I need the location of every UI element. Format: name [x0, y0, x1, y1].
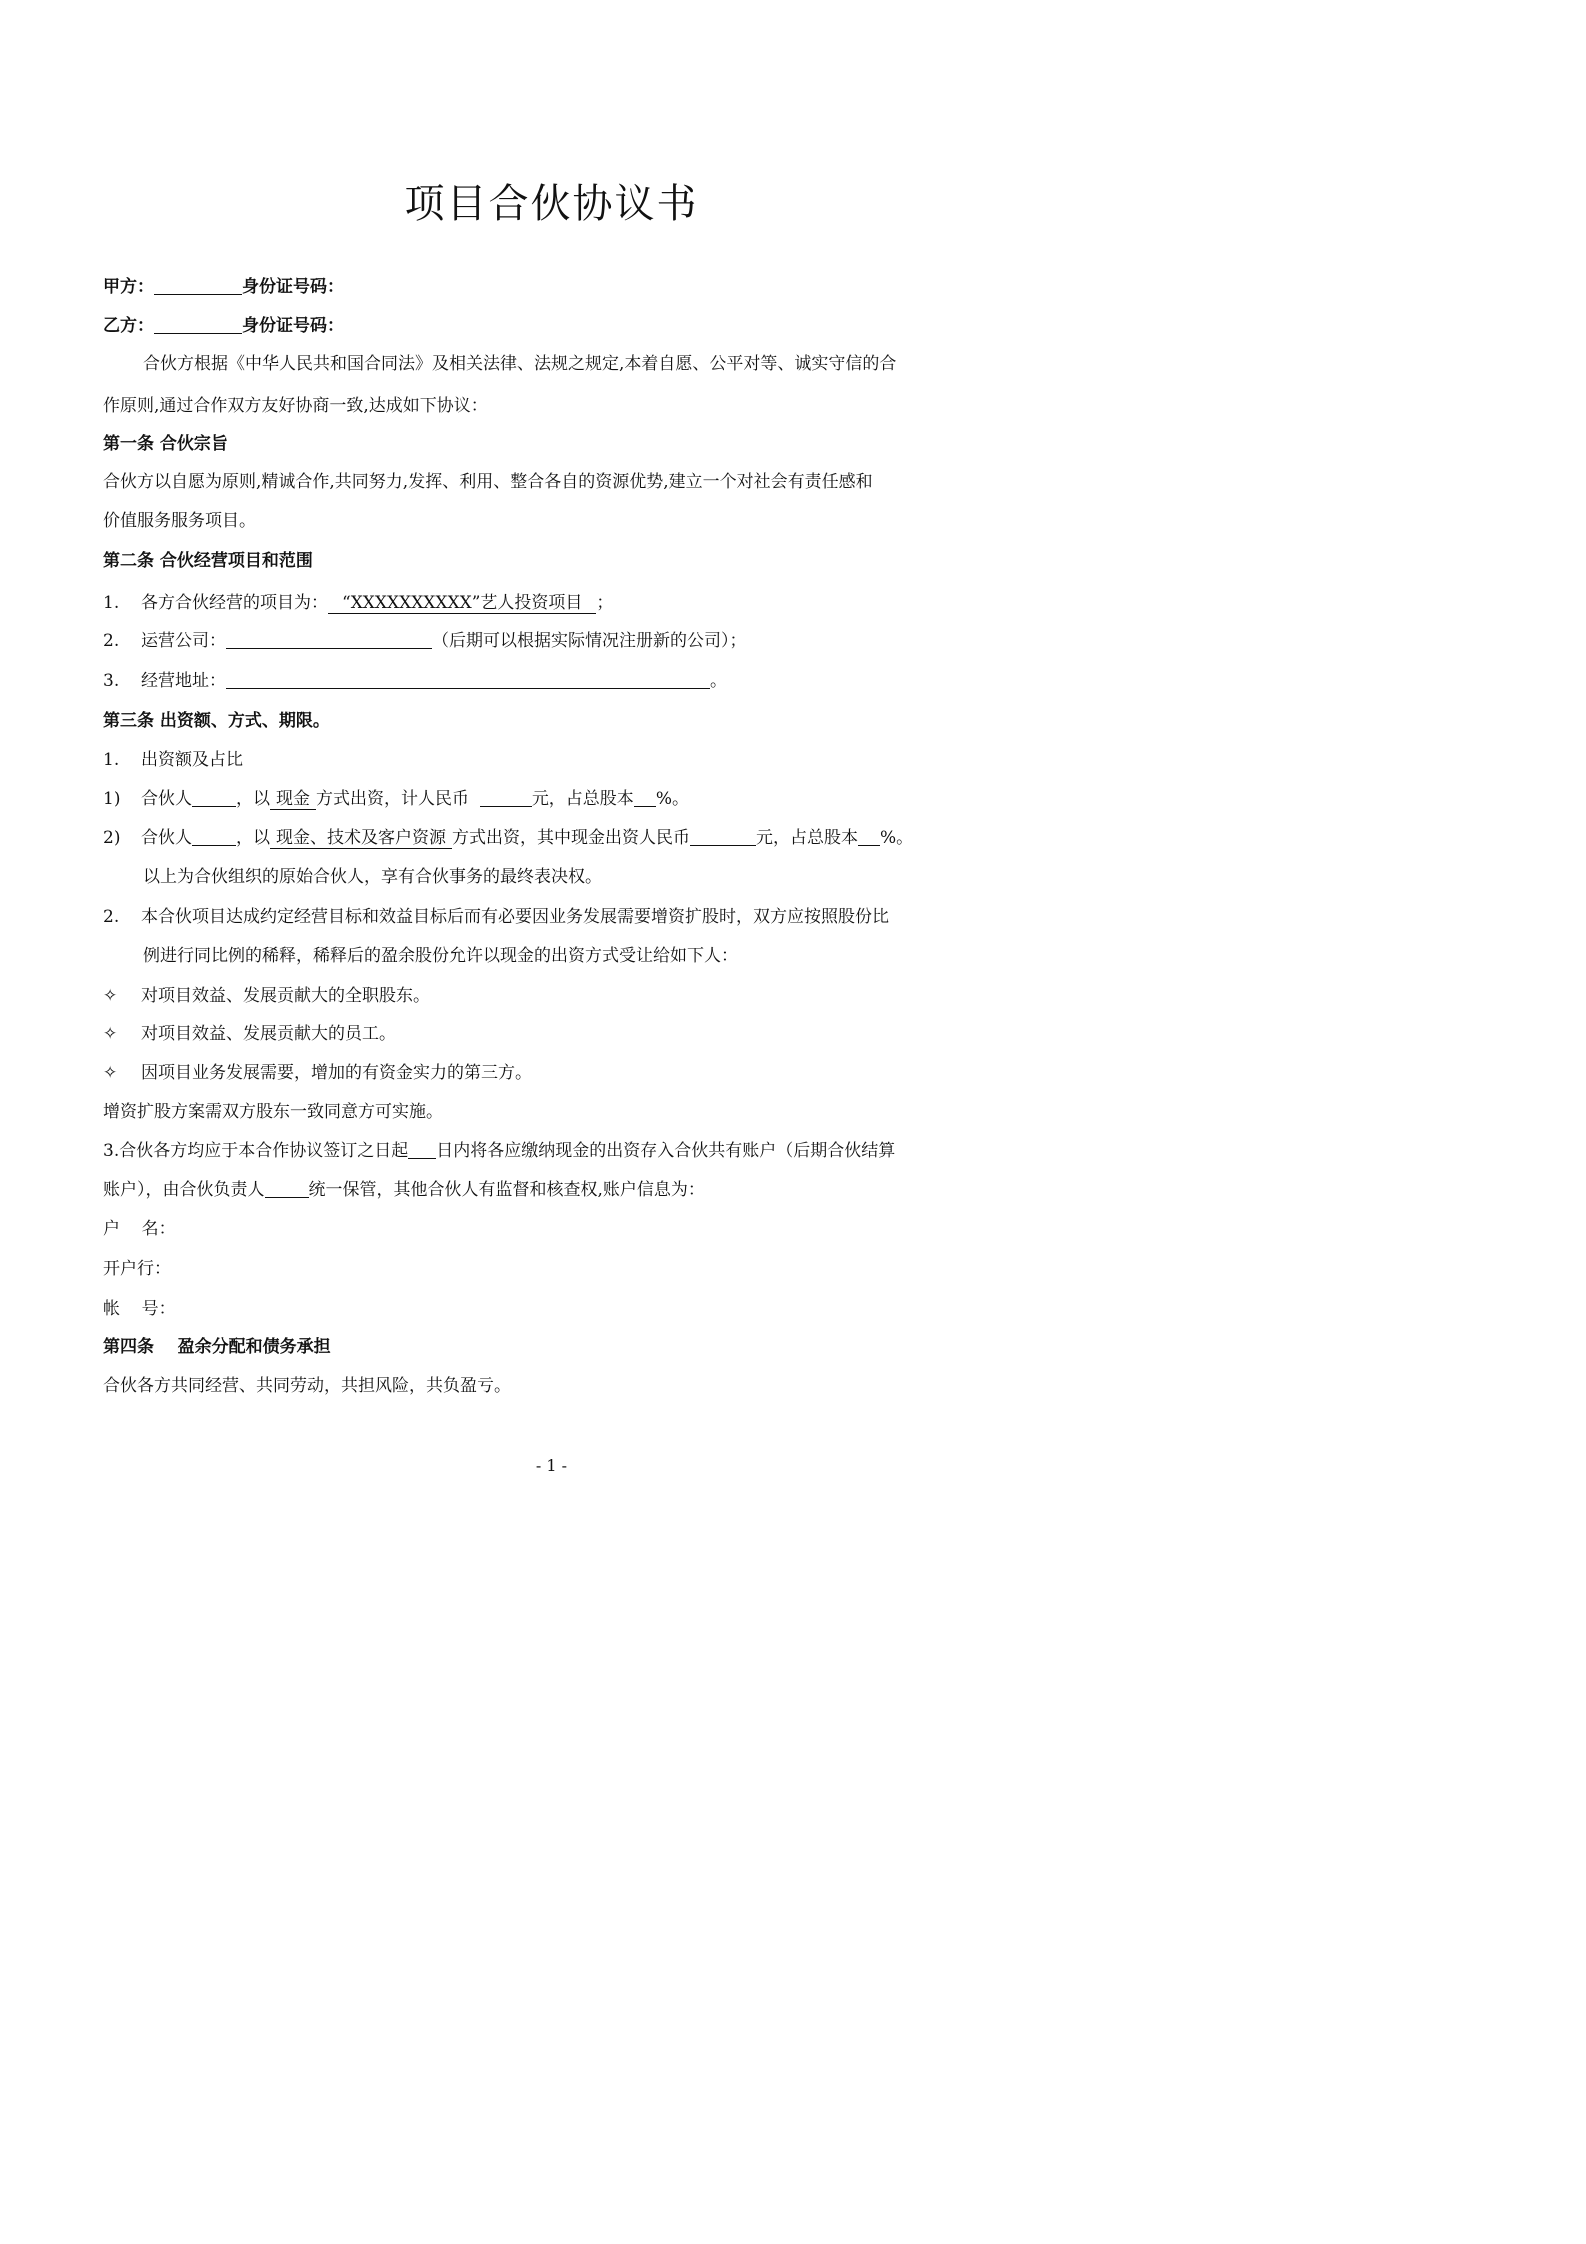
article-4-text: 合伙各方共同经营、共同劳动，共担风险，共负盈亏。 [103, 1376, 511, 1396]
preamble-line-2: 作原则,通过合作双方友好协商一致,达成如下协议： [103, 396, 488, 416]
article-3-item-3-line-1: 3.合伙各方均应于本合作协议签订之日起 日内将各应缴纳现金的出资存入合伙共有账户（后期合伙结算 [103, 1141, 896, 1161]
bullet-item: ✧ 对项目效益、发展贡献大的全职股东。 [103, 986, 430, 1006]
preamble-line-1: 合伙方根据《中华人民共和国合同法》及相关法律、法规之规定,本着自愿、公平对等、诚实守信的合 [143, 354, 897, 374]
account-number-field: 帐 号： [103, 1299, 176, 1319]
article-2-item-3: 3. 经营地址： 。 [103, 671, 727, 691]
article-4-heading: 第四条 盈余分配和债务承担 [103, 1337, 331, 1357]
partner-2-name-blank[interactable] [192, 827, 236, 846]
article-1-line-2: 价值服务服务项目。 [103, 511, 256, 531]
account-name-field: 户 名： [103, 1219, 176, 1239]
project-name-value: “XXXXXXXXXX”艺人投资项目 [328, 593, 596, 614]
partner-1-name-blank[interactable] [192, 788, 236, 807]
party-b-line: 乙方： 身份证号码： [103, 316, 344, 336]
article-1-heading: 第一条 合伙宗旨 [103, 434, 228, 454]
partner-2-amount-blank[interactable] [690, 827, 756, 846]
partner-1-amount-blank[interactable] [480, 788, 532, 807]
contribution-partner-1: 1) 合伙人 ，以 现金 方式出资，计人民币 元，占总股本 %。 [103, 789, 689, 809]
article-3-item-1: 1. 出资额及占比 [103, 750, 243, 770]
bank-field: 开户行： [103, 1259, 171, 1279]
diamond-bullet-icon: ✧ [103, 1024, 118, 1044]
article-2-item-1: 1. 各方合伙经营的项目为： “XXXXXXXXXX”艺人投资项目 ； [103, 593, 614, 613]
party-a-line: 甲方： 身份证号码： [103, 277, 344, 297]
document-title: 项目合伙协议书 [404, 181, 699, 227]
business-address-blank[interactable] [226, 670, 710, 689]
partner-1-share-blank[interactable] [634, 788, 656, 807]
account-manager-blank[interactable] [265, 1179, 309, 1198]
article-2-heading: 第二条 合伙经营项目和范围 [103, 551, 313, 571]
article-1-line-1: 合伙方以自愿为原则,精诚合作,共同努力,发挥、利用、整合各自的资源优势,建立一个对社会有责任感和 [103, 472, 873, 492]
diamond-bullet-icon: ✧ [103, 986, 118, 1006]
article-3-heading: 第三条 出资额、方式、期限。 [103, 711, 330, 731]
diamond-bullet-icon: ✧ [103, 1063, 118, 1083]
original-partners-note: 以上为合伙组织的原始合伙人，享有合伙事务的最终表决权。 [143, 867, 602, 887]
document-page [0, 0, 1103, 1561]
party-a-name-blank[interactable] [154, 276, 242, 295]
partner-2-share-blank[interactable] [858, 827, 880, 846]
bullet-item: ✧ 对项目效益、发展贡献大的员工。 [103, 1024, 396, 1044]
page-number: - 1 - [535, 1456, 568, 1475]
article-3-item-3-line-2: 账户），由合伙负责人 统一保管，其他合伙人有监督和核查权,账户信息为： [103, 1180, 705, 1200]
deposit-days-blank[interactable] [408, 1140, 436, 1159]
article-2-item-2: 2. 运营公司： （后期可以根据实际情况注册新的公司）； [103, 631, 747, 651]
article-3-item-2-line-1: 2. 本合伙项目达成约定经营目标和效益目标后而有必要因业务发展需要增资扩股时，双方应按照股份比 [103, 907, 889, 927]
contribution-partner-2: 2) 合伙人 ，以 现金、技术及客户资源 方式出资，其中现金出资人民币 元，占总股本 %。 [103, 828, 914, 848]
article-3-item-2-line-2: 例进行同比例的稀释，稀释后的盈余股份允许以现金的出资方式受让给如下人： [143, 946, 738, 966]
capital-increase-approval: 增资扩股方案需双方股东一致同意方可实施。 [103, 1102, 443, 1122]
operating-company-blank[interactable] [226, 630, 432, 649]
party-b-name-blank[interactable] [154, 315, 242, 334]
bullet-item: ✧ 因项目业务发展需要，增加的有资金实力的第三方。 [103, 1063, 532, 1083]
